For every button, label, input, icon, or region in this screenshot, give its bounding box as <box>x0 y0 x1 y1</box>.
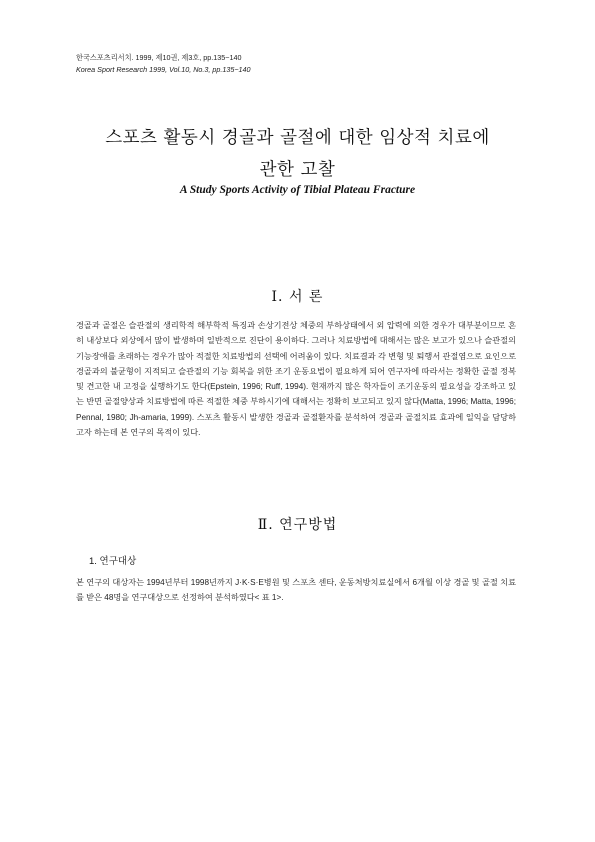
introduction-paragraph: 경골과 골절은 슬관절의 생리학적 해부학적 특징과 손상기전상 체중의 부하상태에서 외 압력에 의한 경우가 대부분이므로 흔히 내상보다 외상에서 많이 발생하며 일반적으로 진단이 용이하다. 그러나 치료방법에 대해서는 많은 보고가 있으나 슬관절의 기능장애를 초래하는 경우가 많아 적절한 치료방법의 선택에 어려움이 있다. 치료결과 각 변형 및 퇴행서 관절염으로 요인으로 경골과의 불균형이 지적되고 슬관절의 기능 회복을 위한 조기 운동요법이 필요하게 되어 연구자에 따라서는 정확한 골절 정복 및 견고한 내 고정을 실행하기도 한다(Epstein, 1996; Ruff, 1994). 현재까지 많은 학자들이 조기운동의 필요성을 강조하고 있는 반면 골절양상과 치료방법에 따른 적절한 체중 부하시기에 대해서는 정확히 보고되고 있지 않다(Matta, 1996; Matta, 1996; Pennal, 1980; Jh-amaria, 1999). 스포츠 활동시 발생한 경골과 골절환자를 분석하여 경골과 골절치료 효과에 일익을 담당하고자 하는데 본 연구의 목적이 있다. <box>76 321 516 438</box>
journal-citation-korean: 한국스포츠리서치. 1999, 제10권, 제3호, pp.135~140 <box>76 53 242 62</box>
paper-title-korean-line1: 스포츠 활동시 경골과 골절에 대한 임상적 치료에 <box>105 128 490 148</box>
section-heading-introduction: Ⅰ. 서 론 <box>271 289 324 305</box>
methods-paragraph: 본 연구의 대상자는 1994년부터 1998년까지 J·K·S·E병원 및 스포츠 센타, 운동처방치료실에서 6개월 이상 경골 및 골절 치료를 받은 48명을 연구대상으로 선정하여 분석하였다< 표 1>. <box>76 578 516 603</box>
journal-citation <box>76 52 526 76</box>
journal-citation-english: Korea Sport Research 1999, Vol.10, No.3, pp.135~140 <box>76 65 251 74</box>
section-heading-methods: Ⅱ. 연구방법 <box>257 517 338 533</box>
paper-title-korean-line2: 관한 고찰 <box>259 160 336 180</box>
paper-title-english: A Study Sports Activity of Tibial Plateau Fracture <box>179 184 416 196</box>
subsection-heading-subjects: 1. 연구대상 <box>89 556 137 567</box>
